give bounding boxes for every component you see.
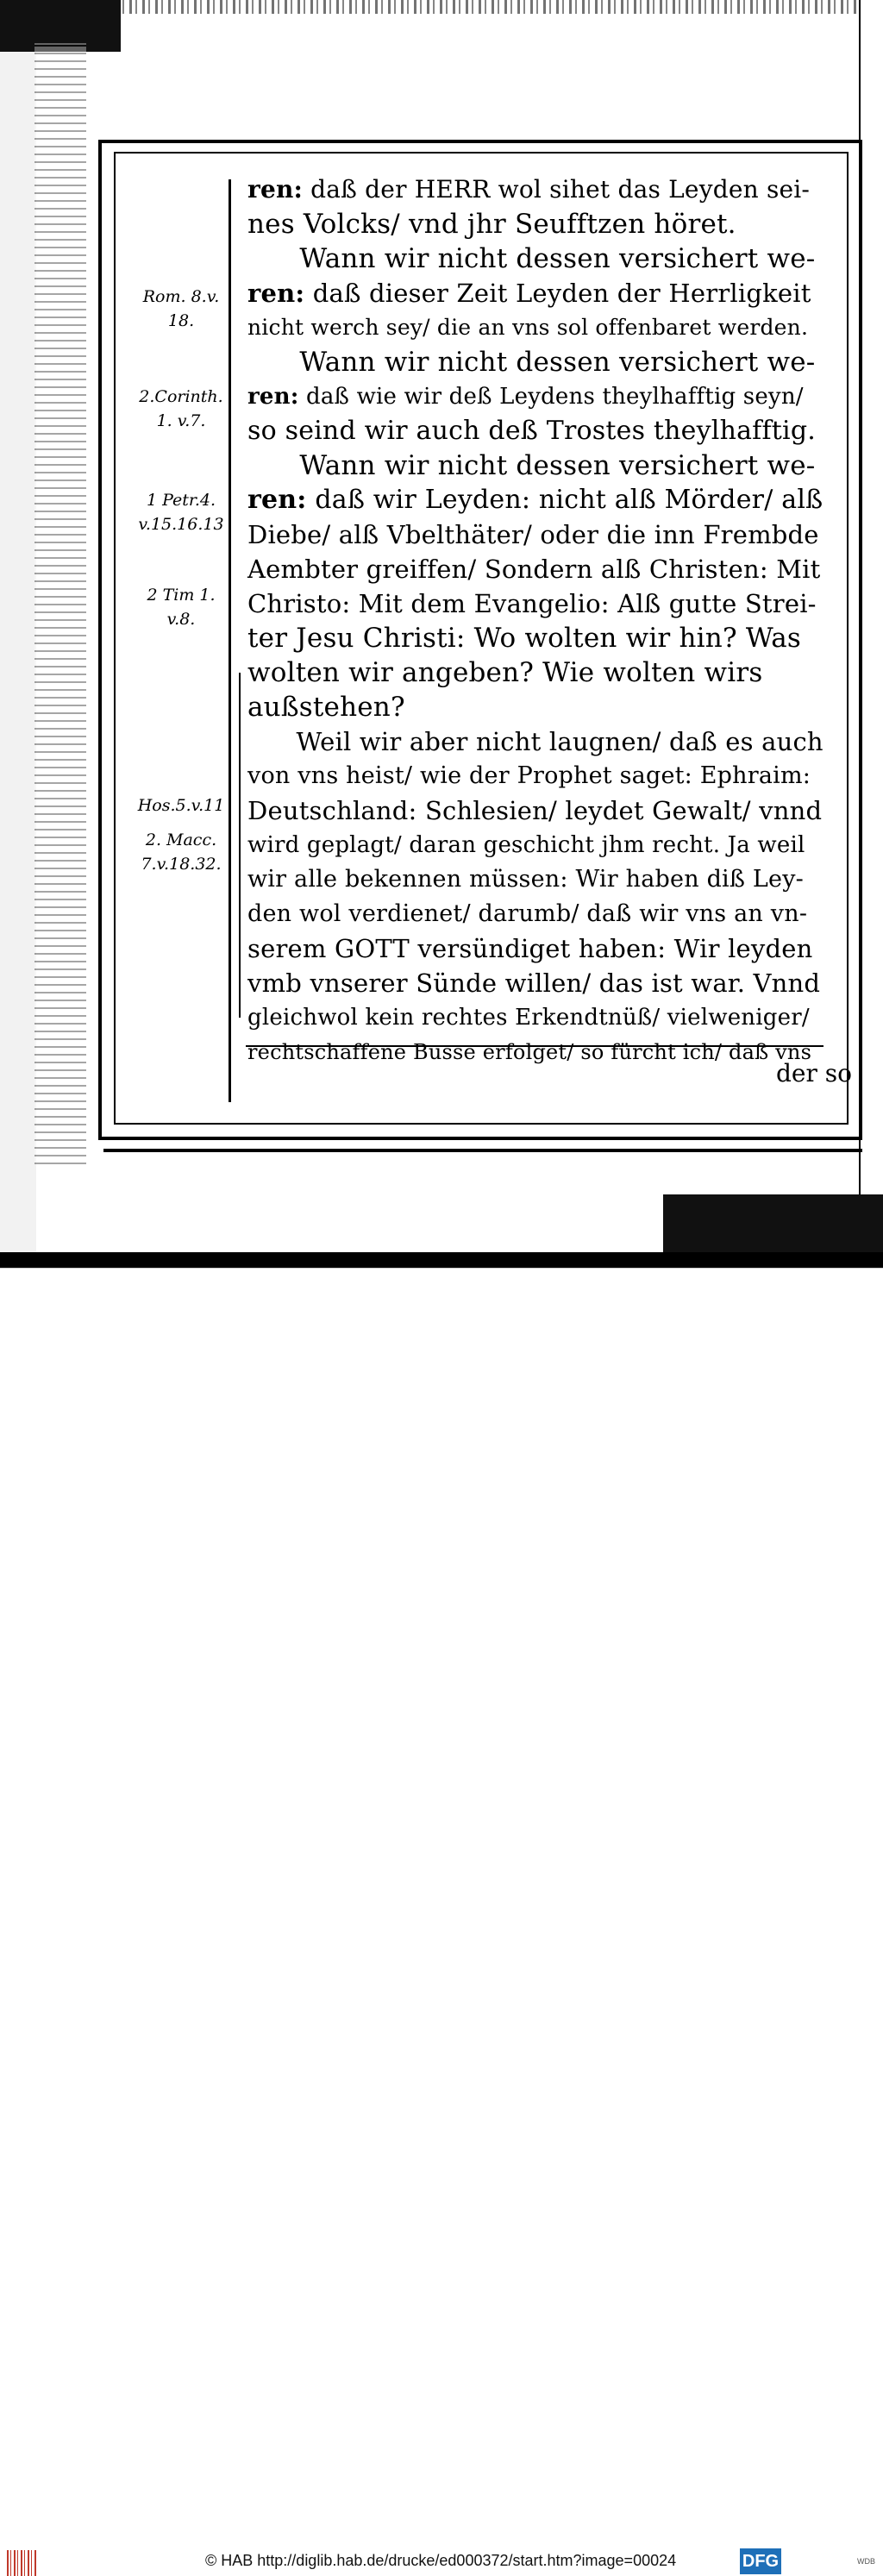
line-text: Weil wir aber nicht laugnen/ daß es auch xyxy=(247,727,824,756)
margin-note xyxy=(129,488,233,536)
margin-note xyxy=(129,285,233,333)
margin-note-line: Hos.5.v.11 xyxy=(137,796,225,815)
text-line xyxy=(247,448,815,483)
scan-noise-top xyxy=(0,0,883,14)
text-line xyxy=(247,931,813,966)
line-text: Wann wir nicht dessen versichert we- xyxy=(247,450,816,481)
scanned-page xyxy=(0,0,883,1268)
text-line xyxy=(247,793,822,828)
text-line xyxy=(247,345,815,379)
line-text: wir alle bekennen müssen: Wir haben diß Ley- xyxy=(247,866,804,893)
margin-note-line: 1. v.7. xyxy=(156,411,206,430)
page-edge-right xyxy=(859,0,883,1268)
text-line xyxy=(247,483,823,517)
viewer-footer xyxy=(0,1268,883,2571)
text-line xyxy=(247,517,819,552)
text-line xyxy=(247,655,762,690)
text-line xyxy=(247,241,815,276)
line-text: wird geplagt/ daran geschicht jhm recht. Ja weil xyxy=(247,832,805,858)
catchword: der so xyxy=(776,1059,853,1087)
line-text: wolten wir angeben? Wie wolten wirs xyxy=(247,657,763,688)
line-text: nicht werch sey/ die an vns sol offenbaret werden. xyxy=(247,315,809,340)
text-line xyxy=(247,828,805,862)
text-line xyxy=(247,759,811,793)
line-text: Diebe/ alß Vbelthäter/ oder die inn Frembde xyxy=(247,520,819,549)
line-text: von vns heist/ wie der Prophet saget: Ephraim: xyxy=(247,762,811,789)
margin-note xyxy=(129,828,233,876)
line-lead-bold: ren: xyxy=(247,279,305,308)
line-text: daß der HERR wol sihet das Leyden sei- xyxy=(303,175,811,204)
margin-note xyxy=(129,385,233,433)
line-text: daß wir Leyden: nicht alß Mörder/ alß xyxy=(306,485,824,515)
text-line xyxy=(247,414,816,448)
text-line xyxy=(247,276,811,310)
page-edge-left xyxy=(0,0,36,1268)
margin-note xyxy=(129,793,233,818)
line-text: Wann wir nicht dessen versichert we- xyxy=(247,347,816,378)
scan-binding-texture xyxy=(34,43,86,1164)
margin-note-line: 2. Macc. xyxy=(145,830,217,849)
text-line xyxy=(247,552,820,586)
scan-shadow-bottom xyxy=(0,1252,883,1268)
wdb-label: WDB xyxy=(857,2557,875,2566)
line-text: Deutschland: Schlesien/ leydet Gewalt/ vnnd xyxy=(247,796,823,825)
text-line xyxy=(247,207,736,241)
margin-note xyxy=(129,583,233,631)
margin-note-line: 7.v.18.32. xyxy=(141,855,222,874)
text-line xyxy=(247,379,804,414)
margin-column-rule-secondary xyxy=(239,673,241,1018)
line-text: so seind wir auch deß Trostes theylhafftig. xyxy=(247,416,816,446)
text-line xyxy=(247,172,810,207)
line-lead-bold: ren: xyxy=(247,485,307,515)
line-text: Christo: Mit dem Evangelio: Alß gutte Strei- xyxy=(247,589,817,618)
text-line xyxy=(247,1035,811,1069)
page-frame-rule xyxy=(103,1149,862,1152)
margin-note-line: Rom. 8.v. xyxy=(142,287,220,306)
text-line xyxy=(247,897,807,931)
line-lead-bold: ren: xyxy=(247,175,304,204)
margin-note-line: 18. xyxy=(167,311,195,330)
line-text: ter Jesu Christi: Wo wolten wir hin? Was xyxy=(247,623,801,654)
line-text: außstehen? xyxy=(247,692,405,723)
line-text: vmb vnserer Sünde willen/ das ist war. Vnnd xyxy=(247,968,821,998)
text-line xyxy=(247,621,801,655)
text-line xyxy=(247,690,405,724)
dfg-logo[interactable]: DFG xyxy=(740,2548,781,2574)
line-text: Wann wir nicht dessen versichert we- xyxy=(247,243,816,274)
text-line xyxy=(247,724,824,759)
line-text: daß dieser Zeit Leyden der Herrligkeit xyxy=(304,279,811,308)
text-line xyxy=(247,966,820,1000)
line-text: nes Volcks/ vnd jhr Seufftzen höret. xyxy=(247,209,736,240)
margin-note-line: 2.Corinth. xyxy=(139,387,223,406)
margin-note-line: 1 Petr.4. xyxy=(146,491,216,510)
line-text: Aembter greiffen/ Sondern alß Christen: Mit xyxy=(247,555,821,584)
text-line xyxy=(247,586,817,621)
line-lead-bold: ren: xyxy=(247,384,299,410)
text-line xyxy=(247,862,804,897)
line-text: rechtschaffene Busse erfolget/ so fürcht ich/ daß vns xyxy=(247,1040,812,1064)
text-line xyxy=(247,1000,810,1035)
copyright-link[interactable]: © HAB http://diglib.hab.de/drucke/ed000372/start.htm?image=00024 xyxy=(205,2552,677,2569)
margin-note-line: 2 Tim 1. xyxy=(147,586,216,605)
line-text: daß wie wir deß Leydens theylhafftig seyn/ xyxy=(298,384,804,410)
line-text: gleichwol kein rechtes Erkendtnüß/ vielweniger/ xyxy=(247,1005,810,1031)
line-text: den wol verdienet/ darumb/ daß wir vns an vn- xyxy=(247,900,808,927)
line-text: serem GOTT versündiget haben: Wir leyden xyxy=(247,934,813,963)
text-line xyxy=(247,310,808,345)
margin-note-line: v.15.16.13 xyxy=(138,515,224,534)
barcode-icon xyxy=(7,2550,36,2576)
margin-note-line: v.8. xyxy=(166,610,196,629)
